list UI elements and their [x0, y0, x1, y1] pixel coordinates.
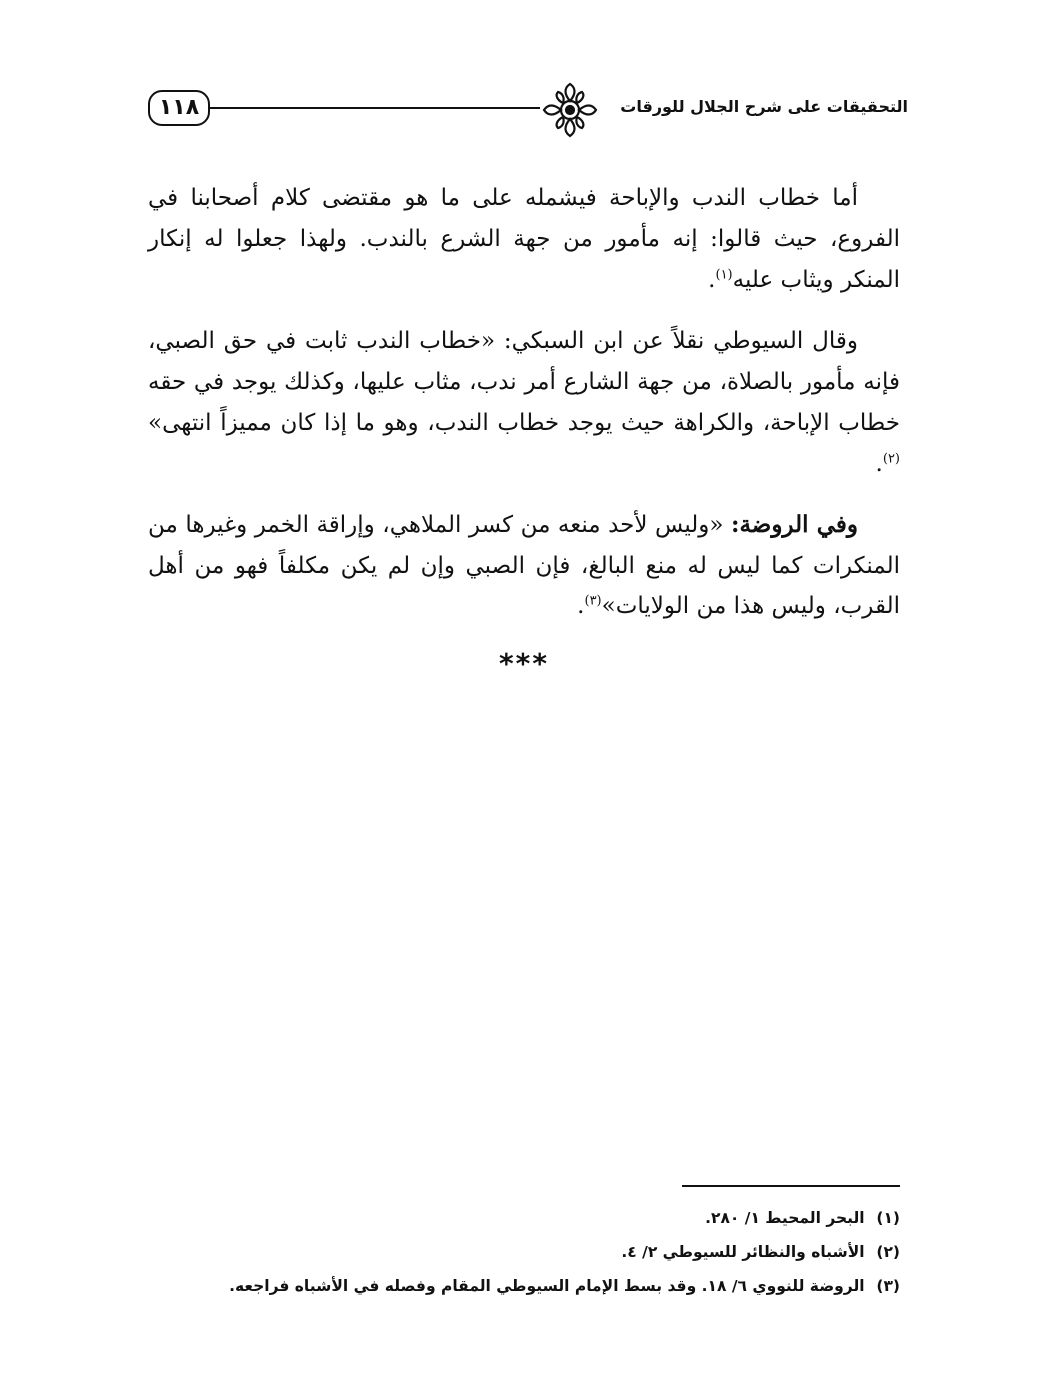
- footnote-item: [148, 1269, 900, 1303]
- paragraph-3-text: «وليس لأحد منعه من كسر الملاهي، وإراقة الخمر وغيرها من المنكرات كما ليس له منع البالغ، فإن الصبي وإن لم يكن مكلفاً فهو من أهل القرب، وليس هذا من الولايات»: [148, 511, 900, 620]
- main-text: [148, 178, 900, 680]
- footnote-text: الروضة للنووي ٦/ ١٨. وقد بسط الإمام السيوطي المقام وفصله في الأشباه فراجعه.: [229, 1277, 865, 1295]
- running-title: التحقيقات على شرح الجلال للورقات: [620, 97, 908, 116]
- footnote-text: البحر المحيط ١/ ٢٨٠.: [705, 1209, 865, 1227]
- paragraph-1: [148, 178, 900, 301]
- page-header: [148, 78, 908, 142]
- header-rule: [210, 107, 540, 109]
- footnote-number: (٣): [876, 1277, 900, 1295]
- paragraph-3: [148, 505, 900, 628]
- footnote-ref-2: (٢): [882, 450, 900, 466]
- footnote-item: [148, 1235, 900, 1269]
- footnote-item: [148, 1201, 900, 1235]
- footnote-text: الأشباه والنظائر للسيوطي ٢/ ٤.: [621, 1243, 865, 1261]
- paragraph-2-text: وقال السيوطي نقلاً عن ابن السبكي: «خطاب الندب ثابت في حق الصبي، فإنه مأمور بالصلاة، من جهة الشارع أمر ندب، مثاب عليها، وكذلك يوجد في حقه خطاب الإباحة، والكراهة حيث يوجد خطاب الندب، وهو ما إذا كان مميزاً انتهى»: [148, 327, 900, 436]
- footnote-number: (٢): [876, 1243, 900, 1261]
- paragraph-1-text: أما خطاب الندب والإباحة فيشمله على ما هو مقتضى كلام أصحابنا في الفروع، حيث قالوا: إنه مأمور من جهة الشرع بالندب. ولهذا جعلوا له إنكار المنكر ويثاب عليه: [148, 185, 900, 293]
- floral-ornament-icon: [540, 80, 600, 140]
- footnote-ref-3: (٣): [584, 593, 602, 609]
- footnotes: [148, 1185, 900, 1303]
- paragraph-3-lead: وفي الروضة:: [730, 510, 858, 538]
- section-separator: ***: [499, 647, 549, 681]
- paragraph-3-end: .: [577, 593, 585, 620]
- paragraph-2-end: .: [875, 450, 883, 477]
- footnote-ref-1: (١): [715, 267, 733, 283]
- page-number: ١١٨: [148, 90, 210, 126]
- footnote-rule: [682, 1185, 900, 1187]
- footnote-list: [148, 1201, 900, 1303]
- footnote-number: (١): [876, 1209, 900, 1227]
- paragraph-1-end: .: [708, 266, 716, 293]
- paragraph-2: [148, 321, 900, 485]
